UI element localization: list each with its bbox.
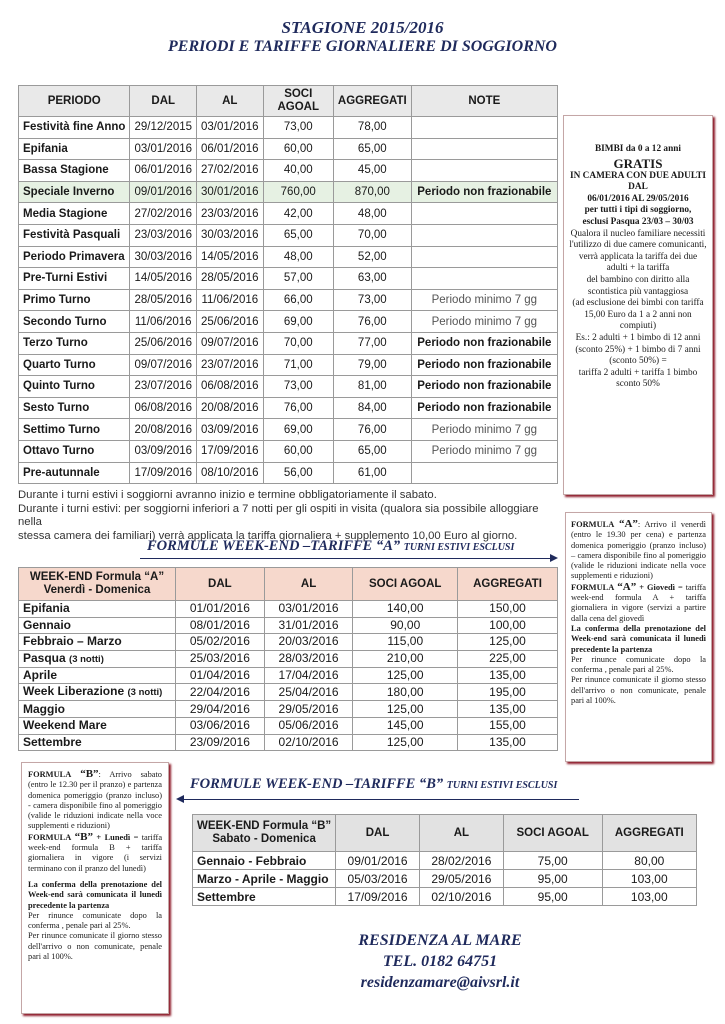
soci-cell: 73,00 [263,117,333,139]
weekend-name-cell: Aprile [19,667,176,684]
soci-cell: 73,00 [263,376,333,398]
aggregati-cell: 195,00 [458,684,558,701]
aggregati-cell: 125,00 [458,634,558,651]
table-row [19,181,558,203]
weekend-b-header-formula: WEEK-END Formula “B” Sabato - Domenica [193,815,336,852]
to-cell: 30/03/2016 [197,224,264,246]
formula-a-confirm: La conferma della prenotazione del Week-end sarà comunicata il lunedì precedente la partenza [571,623,706,654]
from-cell: 23/03/2016 [130,224,197,246]
aggregati-cell: 103,00 [602,870,696,888]
bimbi-example: Es.: 2 adulti + 1 bimbo di 12 anni (sconto 25%) + 1 bimbo di 7 anni (sconto 50%) = [575,332,701,367]
soci-cell: 60,00 [263,138,333,160]
aggregati-cell: 80,00 [602,852,696,870]
weekend-name-cell: Gennaio [19,617,176,634]
period-cell: Settimo Turno [19,419,130,441]
from-cell: 03/01/2016 [130,138,197,160]
aggregati-cell: 45,00 [333,160,411,182]
table-row [19,160,558,182]
table-row [19,717,558,734]
to-cell: 27/02/2016 [197,160,264,182]
note-line-1: Durante i turni estivi i soggiorni avranno inizio e termine obbligatoriamente il sabato. [18,489,437,501]
note-cell [411,203,557,225]
table-row [19,289,558,311]
section-b-arrow-icon [176,795,184,803]
from-cell: 25/06/2016 [130,332,197,354]
weekend-a-header-soci: SOCI AGOAL [353,568,458,601]
from-cell: 14/05/2016 [130,268,197,290]
bimbi-condition: IN CAMERA CON DUE ADULTI DAL [569,170,707,193]
soci-cell: 90,00 [353,617,458,634]
to-cell: 30/01/2016 [197,181,264,203]
soci-cell: 145,00 [353,717,458,734]
soci-cell: 69,00 [263,311,333,333]
note-cell [411,462,557,484]
children-free-box [563,115,713,495]
table-row [19,117,558,139]
weekend-name-cell: Settembre [193,888,336,906]
section-b-arrow-line [184,799,579,800]
formula-b-penalty-100: Per rinunce comunicate il giorno stesso dell'arrivo o non comunicate, penale pari al 100%. [28,931,162,962]
note-cell [411,117,557,139]
table-row [193,852,697,870]
dal-cell: 25/03/2016 [176,650,265,667]
soci-cell: 57,00 [263,268,333,290]
note-cell [411,246,557,268]
dal-cell: 05/02/2016 [176,634,265,651]
table-row [19,354,558,376]
weekend-a-header-al: AL [264,568,353,601]
table-row [193,870,697,888]
aggregati-cell: 63,00 [333,268,411,290]
al-cell: 17/04/2016 [264,667,353,684]
period-cell: Speciale Inverno [19,181,130,203]
aggregati-cell: 73,00 [333,289,411,311]
weekend-b-table [192,814,697,906]
period-cell: Festività Pasquali [19,224,130,246]
dal-cell: 23/09/2016 [176,734,265,751]
bimbi-example-result: tariffa 2 adulti + tariffa 1 bimbo sconto 50% [578,367,698,390]
table-row [19,440,558,462]
period-cell: Pre-autunnale [19,462,130,484]
period-cell: Festività fine Anno [19,117,130,139]
table-row [19,617,558,634]
from-cell: 27/02/2016 [130,203,197,225]
bimbi-text-4: (ad esclusione dei bimbi con tariffa 15,00 Euro da 1 a 2 anni non compiuti) [572,298,704,332]
period-cell: Primo Turno [19,289,130,311]
soci-cell: 56,00 [263,462,333,484]
period-cell: Quinto Turno [19,376,130,398]
weekend-name-cell: Epifania [19,601,176,618]
to-cell: 08/10/2016 [197,462,264,484]
soci-cell: 71,00 [263,354,333,376]
bimbi-text-1: Qualora il nucleo familiare necessiti l'utilizzo di due camere comunicanti, [569,228,707,251]
weekend-b-header-soci: SOCI AGOAL [503,815,602,852]
soci-cell: 42,00 [263,203,333,225]
al-cell: 28/02/2016 [419,852,503,870]
table-row [19,138,558,160]
from-cell: 28/05/2016 [130,289,197,311]
table-row [19,667,558,684]
period-cell: Sesto Turno [19,397,130,419]
al-cell: 02/10/2016 [419,888,503,906]
note-cell [411,224,557,246]
table-row [19,397,558,419]
aggregati-cell: 52,00 [333,246,411,268]
period-cell: Periodo Primavera [19,246,130,268]
section-b-title: FORMULE WEEK-END –TARIFFE “B” TURNI ESTIVI ESCLUSI [190,776,558,792]
soci-cell: 125,00 [353,701,458,718]
from-cell: 09/01/2016 [130,181,197,203]
aggregati-cell: 65,00 [333,440,411,462]
note-cell: Periodo non frazionabile [411,332,557,354]
al-cell: 31/01/2016 [264,617,353,634]
bimbi-gratis: GRATIS [613,155,663,171]
note-cell [411,138,557,160]
from-cell: 11/06/2016 [130,311,197,333]
dal-cell: 08/01/2016 [176,617,265,634]
note-line-2: Durante i turni estivi: per soggiorni inferiori a 7 notti per gli ospiti in visita (qualora sia possibile alloggiare nella [18,502,539,528]
formula-a-penalty-25: Per rinunce comunicate dopo la conferma , penale pari al 25%. [571,654,706,675]
from-cell: 06/08/2016 [130,397,197,419]
from-cell: 03/09/2016 [130,440,197,462]
section-a-title: FORMULE WEEK-END –TARIFFE “A” TURNI ESTIVI ESCLUSI [147,538,515,554]
bimbi-text-2: verrà applicata la tariffa dei due adulti + la tariffa [578,251,698,274]
aggregati-cell: 48,00 [333,203,411,225]
page-subtitle: PERIODI E TARIFFE GIORNALIERE DI SOGGIORNO [168,38,557,55]
aggregati-cell: 65,00 [333,138,411,160]
note-cell [411,268,557,290]
table-row [19,650,558,667]
main-table-header-row [19,86,558,117]
al-cell: 03/01/2016 [264,601,353,618]
weekend-name-cell: Weekend Mare [19,717,176,734]
formula-a-desc: FORMULA “A”: Arrivo il venerdì (entro le 19.30 per cena) e partenza domenica pomeriggio (pranzo incluso) – camera disponibile fino al pomeriggio (valide le riduzioni indicate nella voce supplementi e riduzioni) [571,518,706,581]
table-row [19,684,558,701]
formula-a-giovedi: FORMULA “A” + Giovedì = tariffa week-end formula A + tariffa giornaliera in vigore (servizi a partire dalla cena del giovedì [571,580,707,623]
weekend-a-table [18,567,558,751]
aggregati-cell: 76,00 [333,311,411,333]
dal-cell: 09/01/2016 [336,852,420,870]
aggregati-cell: 135,00 [458,667,558,684]
period-cell: Pre-Turni Estivi [19,268,130,290]
weekend-a-header-row [19,568,558,601]
table-row [19,601,558,618]
period-cell: Ottavo Turno [19,440,130,462]
table-row [193,888,697,906]
from-cell: 29/12/2015 [130,117,197,139]
to-cell: 23/07/2016 [197,354,264,376]
to-cell: 11/06/2016 [197,289,264,311]
formula-b-penalty-25: Per rinunce comunicate dopo la conferma , penale pari al 25%. [28,910,162,931]
header-aggregati: AGGREGATI [333,86,411,117]
page-title: STAGIONE 2015/2016 [281,18,444,37]
soci-cell: 40,00 [263,160,333,182]
weekend-name-cell: Settembre [19,734,176,751]
weekend-name-cell: Gennaio - Febbraio [193,852,336,870]
soci-cell: 65,00 [263,224,333,246]
to-cell: 23/03/2016 [197,203,264,225]
note-cell: Periodo minimo 7 gg [411,440,557,462]
table-row [19,419,558,441]
soci-cell: 66,00 [263,289,333,311]
soci-cell: 125,00 [353,667,458,684]
summer-notes [18,489,563,543]
from-cell: 23/07/2016 [130,376,197,398]
formula-b-confirm: La conferma della prenotazione del Week-end sarà comunicata il lunedì precedente la partenza [28,879,162,910]
weekend-b-header-aggregati: AGGREGATI [602,815,696,852]
formula-b-box [21,762,169,1014]
note-cell: Periodo non frazionabile [411,376,557,398]
aggregati-cell: 81,00 [333,376,411,398]
table-row [19,734,558,751]
to-cell: 03/09/2016 [197,419,264,441]
contact-name: RESIDENZA AL MARE [358,932,522,949]
dal-cell: 01/04/2016 [176,667,265,684]
contact-email[interactable]: residenzamare@aivsrl.it [360,974,520,991]
to-cell: 09/07/2016 [197,332,264,354]
period-cell: Media Stagione [19,203,130,225]
header-periodo: PERIODO [19,86,130,117]
note-cell: Periodo non frazionabile [411,181,557,203]
from-cell: 09/07/2016 [130,354,197,376]
soci-cell: 180,00 [353,684,458,701]
table-row [19,224,558,246]
table-row [19,311,558,333]
al-cell: 02/10/2016 [264,734,353,751]
aggregati-cell: 61,00 [333,462,411,484]
to-cell: 14/05/2016 [197,246,264,268]
note-cell: Periodo non frazionabile [411,397,557,419]
note-cell: Periodo minimo 7 gg [411,289,557,311]
table-row [19,701,558,718]
weekend-b-header-al: AL [419,815,503,852]
formula-b-desc: FORMULA “B”: Arrivo sabato (entro le 12.30 per il pranzo) e partenza domenica pomeriggio (pranzo incluso) - camera disponibile fino al pomeriggio (valide le riduzioni indicate nella voce supplementi e riduzioni) [28,768,162,831]
to-cell: 06/08/2016 [197,376,264,398]
aggregati-cell: 135,00 [458,701,558,718]
soci-cell: 75,00 [503,852,602,870]
dal-cell: 17/09/2016 [336,888,420,906]
table-row [19,203,558,225]
aggregati-cell: 225,00 [458,650,558,667]
bimbi-text-3: del bambino con diritto alla scontistica più vantaggiosa [586,274,690,297]
header-al: AL [197,86,264,117]
weekend-name-cell: Pasqua (3 notti) [19,650,176,667]
aggregati-cell: 135,00 [458,734,558,751]
header-soci: SOCI AGOAL [263,86,333,117]
al-cell: 05/06/2016 [264,717,353,734]
soci-cell: 125,00 [353,734,458,751]
dal-cell: 22/04/2016 [176,684,265,701]
from-cell: 30/03/2016 [130,246,197,268]
soci-cell: 69,00 [263,419,333,441]
dal-cell: 05/03/2016 [336,870,420,888]
weekend-a-header-formula: WEEK-END Formula “A” Venerdì - Domenica [19,568,176,601]
soci-cell: 115,00 [353,634,458,651]
soci-cell: 95,00 [503,888,602,906]
period-cell: Epifania [19,138,130,160]
formula-a-box [565,512,712,762]
al-cell: 25/04/2016 [264,684,353,701]
weekend-a-header-dal: DAL [176,568,265,601]
note-line-3: stessa camera dei familiari) verrà applicata la tariffa giornaliera + supplemento 10,00 Euro al giorno. [18,529,518,542]
soci-cell: 95,00 [503,870,602,888]
section-a-arrow-icon [550,554,558,562]
main-rates-table [18,85,558,484]
to-cell: 20/08/2016 [197,397,264,419]
table-row [19,376,558,398]
to-cell: 17/09/2016 [197,440,264,462]
dal-cell: 03/06/2016 [176,717,265,734]
section-a-arrow-line [140,558,550,559]
aggregati-cell: 79,00 [333,354,411,376]
al-cell: 29/05/2016 [264,701,353,718]
aggregati-cell: 70,00 [333,224,411,246]
aggregati-cell: 150,00 [458,601,558,618]
soci-cell: 140,00 [353,601,458,618]
period-cell: Secondo Turno [19,311,130,333]
aggregati-cell: 78,00 [333,117,411,139]
al-cell: 20/03/2016 [264,634,353,651]
weekend-a-header-aggregati: AGGREGATI [458,568,558,601]
note-cell: Periodo minimo 7 gg [411,419,557,441]
table-row [19,246,558,268]
soci-cell: 70,00 [263,332,333,354]
to-cell: 06/01/2016 [197,138,264,160]
aggregati-cell: 76,00 [333,419,411,441]
period-cell: Terzo Turno [19,332,130,354]
aggregati-cell: 77,00 [333,332,411,354]
from-cell: 17/09/2016 [130,462,197,484]
dal-cell: 29/04/2016 [176,701,265,718]
note-cell [411,160,557,182]
bimbi-dates: 06/01/2016 AL 29/05/2016 [587,193,689,204]
note-cell: Periodo non frazionabile [411,354,557,376]
formula-b-lunedi: FORMULA “B” + Lunedì = tariffa week-end formula B + tariffa giornaliera in vigore (i servizi terminano con il pranzo del lunedì) [28,830,163,873]
aggregati-cell: 103,00 [602,888,696,906]
soci-cell: 210,00 [353,650,458,667]
aggregati-cell: 155,00 [458,717,558,734]
from-cell: 06/01/2016 [130,160,197,182]
al-cell: 28/03/2016 [264,650,353,667]
weekend-b-header-row [193,815,697,852]
soci-cell: 60,00 [263,440,333,462]
bimbi-exclusion: esclusi Pasqua 23/03 – 30/03 [582,216,694,227]
dal-cell: 01/01/2016 [176,601,265,618]
table-row [19,332,558,354]
weekend-name-cell: Maggio [19,701,176,718]
soci-cell: 760,00 [263,181,333,203]
header-note: NOTE [411,86,557,117]
table-row [19,462,558,484]
period-cell: Bassa Stagione [19,160,130,182]
to-cell: 03/01/2016 [197,117,264,139]
period-cell: Quarto Turno [19,354,130,376]
weekend-name-cell: Febbraio – Marzo [19,634,176,651]
aggregati-cell: 870,00 [333,181,411,203]
table-row [19,634,558,651]
weekend-name-cell: Week Liberazione (3 notti) [19,684,176,701]
to-cell: 25/06/2016 [197,311,264,333]
aggregati-cell: 84,00 [333,397,411,419]
aggregati-cell: 100,00 [458,617,558,634]
note-cell: Periodo minimo 7 gg [411,311,557,333]
al-cell: 29/05/2016 [419,870,503,888]
table-row [19,268,558,290]
contact-phone: TEL. 0182 64751 [382,953,498,970]
bimbi-age: BIMBI da 0 a 12 anni [594,144,682,154]
soci-cell: 76,00 [263,397,333,419]
soci-cell: 48,00 [263,246,333,268]
weekend-b-header-dal: DAL [336,815,420,852]
weekend-name-cell: Marzo - Aprile - Maggio [193,870,336,888]
header-dal: DAL [130,86,197,117]
to-cell: 28/05/2016 [197,268,264,290]
from-cell: 20/08/2016 [130,419,197,441]
bimbi-all-stays: per tutti i tipi di soggiorno, [584,205,692,216]
formula-a-penalty-100: Per rinunce comunicate il giorno stesso dell'arrivo o non comunicate, penale pari al 100%. [571,675,706,706]
